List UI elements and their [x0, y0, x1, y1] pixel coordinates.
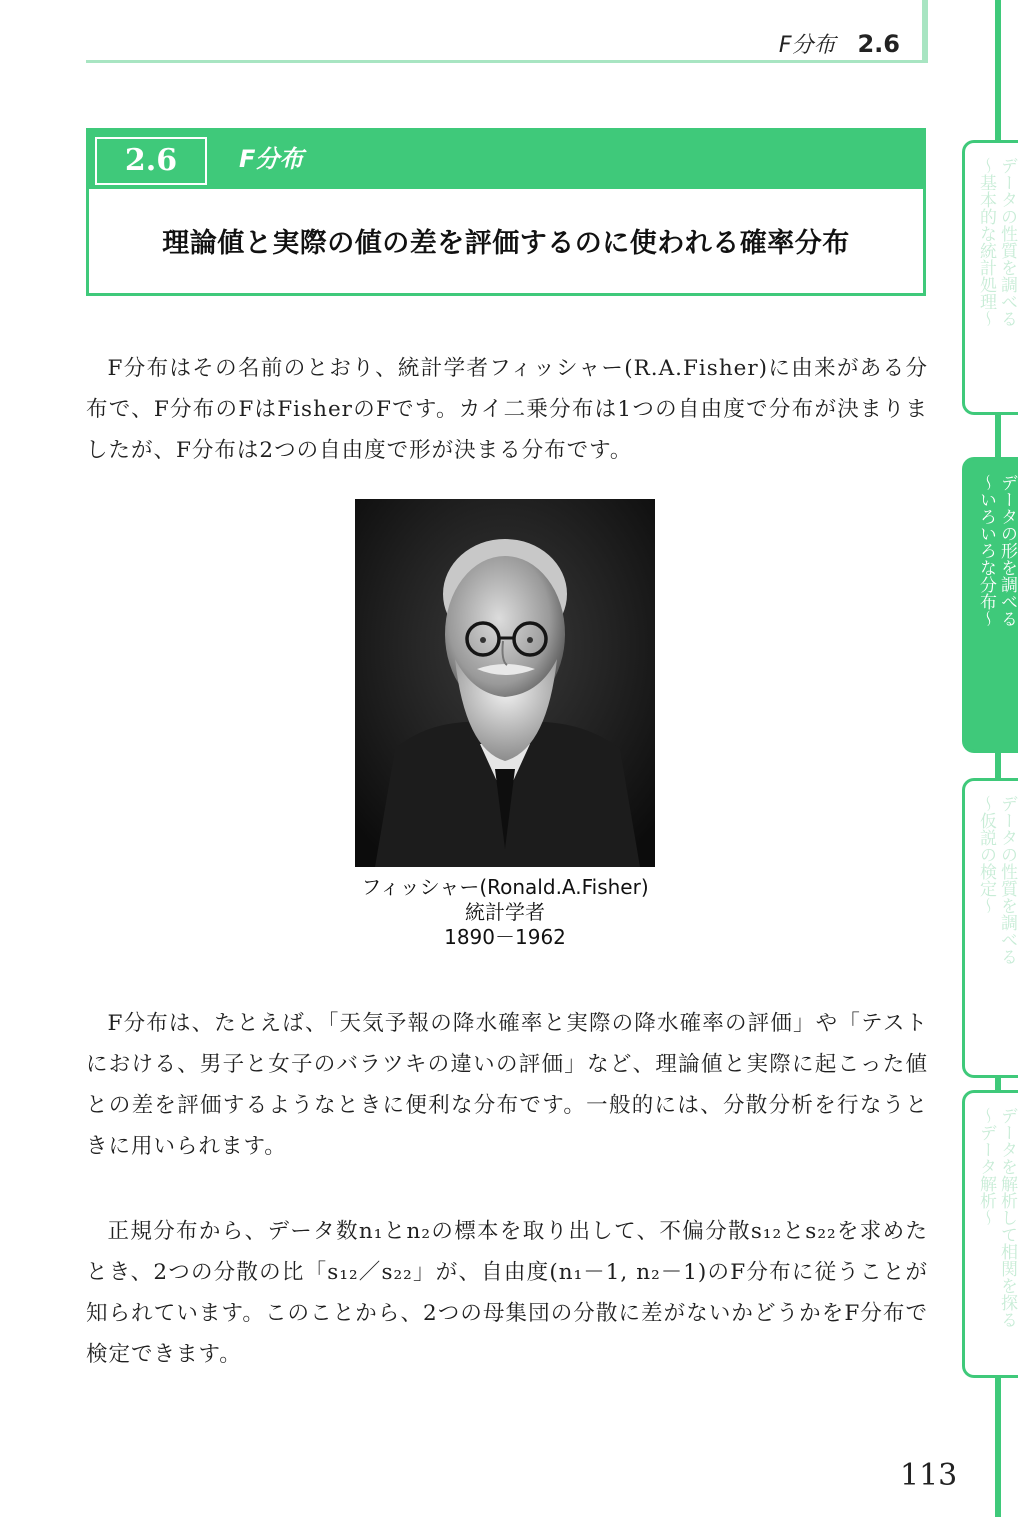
header-vertical-rule	[922, 0, 928, 63]
running-header-title: F分布	[778, 33, 836, 58]
running-header-section-number: 2.6	[857, 30, 900, 58]
paragraph-text: 正規分布から、データ数n₁とn₂の標本を取り出して、不偏分散s₁₂とs₂₂を求めたとき、2つの分散の比「s₁₂／s₂₂」が、自由度(n₁－1, n₂－1)のF分布に従うことが知られています。このことから、2つの母集団の分散に差がないかどうかをF分布で検定できます。	[86, 1219, 928, 1367]
body-paragraph-variance-ratio	[86, 1211, 928, 1375]
chapter-tab-data-analysis[interactable]	[962, 1090, 1018, 1378]
chapter-tab-basic-statistics[interactable]	[962, 140, 1018, 415]
section-title: F分布	[239, 145, 304, 173]
chapter-tab-label	[975, 1107, 1017, 1328]
chapter-tab-label	[975, 795, 1017, 965]
chapter-tab-line2: ～仮説の検定～	[976, 795, 996, 914]
chapter-tab-line1: データの性質を調べる	[997, 795, 1017, 965]
header-rule	[86, 60, 928, 63]
chapter-tab-hypothesis-testing[interactable]	[962, 778, 1018, 1078]
page-number: 113	[900, 1458, 958, 1493]
paragraph-text: F分布は、たとえば、「天気予報の降水確率と実際の降水確率の評価」や「テストにおける、男子と女子のバラツキの違いの評価」など、理論値と実際に起こった値との差を評価するようなときに便利な分布です。一般的には、分散分析を行なうときに用いられます。	[86, 1011, 928, 1159]
chapter-tab-line2: ～データ解析～	[976, 1107, 996, 1226]
caption-name: フィッシャー(Ronald.A.Fisher)	[361, 875, 649, 899]
chapter-tab-line2: ～基本的な統計処理～	[976, 157, 996, 327]
chapter-tab-line1: データの性質を調べる	[997, 157, 1017, 327]
body-paragraph-usage	[86, 1003, 928, 1167]
running-header-text	[779, 28, 900, 59]
section-heading-box	[86, 128, 926, 296]
section-number: 2.6	[95, 137, 207, 185]
caption-role: 統計学者	[465, 900, 545, 924]
section-title-band	[89, 131, 923, 189]
caption-years: 1890－1962	[444, 925, 566, 949]
chapter-tab-label	[975, 157, 1017, 327]
body-paragraph-intro	[86, 348, 928, 471]
chapter-tab-label	[975, 474, 1017, 627]
chapter-tab-line1: データを解析して相関を探る	[997, 1107, 1017, 1328]
paragraph-text: F分布はその名前のとおり、統計学者フィッシャー(R.A.Fisher)に由来がある分布で、F分布のFはFisherのFです。カイ二乗分布は1つの自由度で分布が決まりましたが、F分布は2つの自由度で形が決まる分布です。	[86, 356, 928, 463]
chapter-tab-line2: ～いろいろな分布～	[976, 474, 996, 627]
chapter-tab-line1: データの形を調べる	[997, 474, 1017, 627]
portrait-caption	[305, 875, 705, 950]
running-header	[0, 0, 1024, 70]
section-subtitle: 理論値と実際の値の差を評価するのに使われる確率分布	[162, 228, 850, 259]
portrait-photo	[355, 499, 655, 867]
chapter-tab-distributions[interactable]	[962, 457, 1018, 753]
fisher-portrait	[355, 499, 655, 867]
